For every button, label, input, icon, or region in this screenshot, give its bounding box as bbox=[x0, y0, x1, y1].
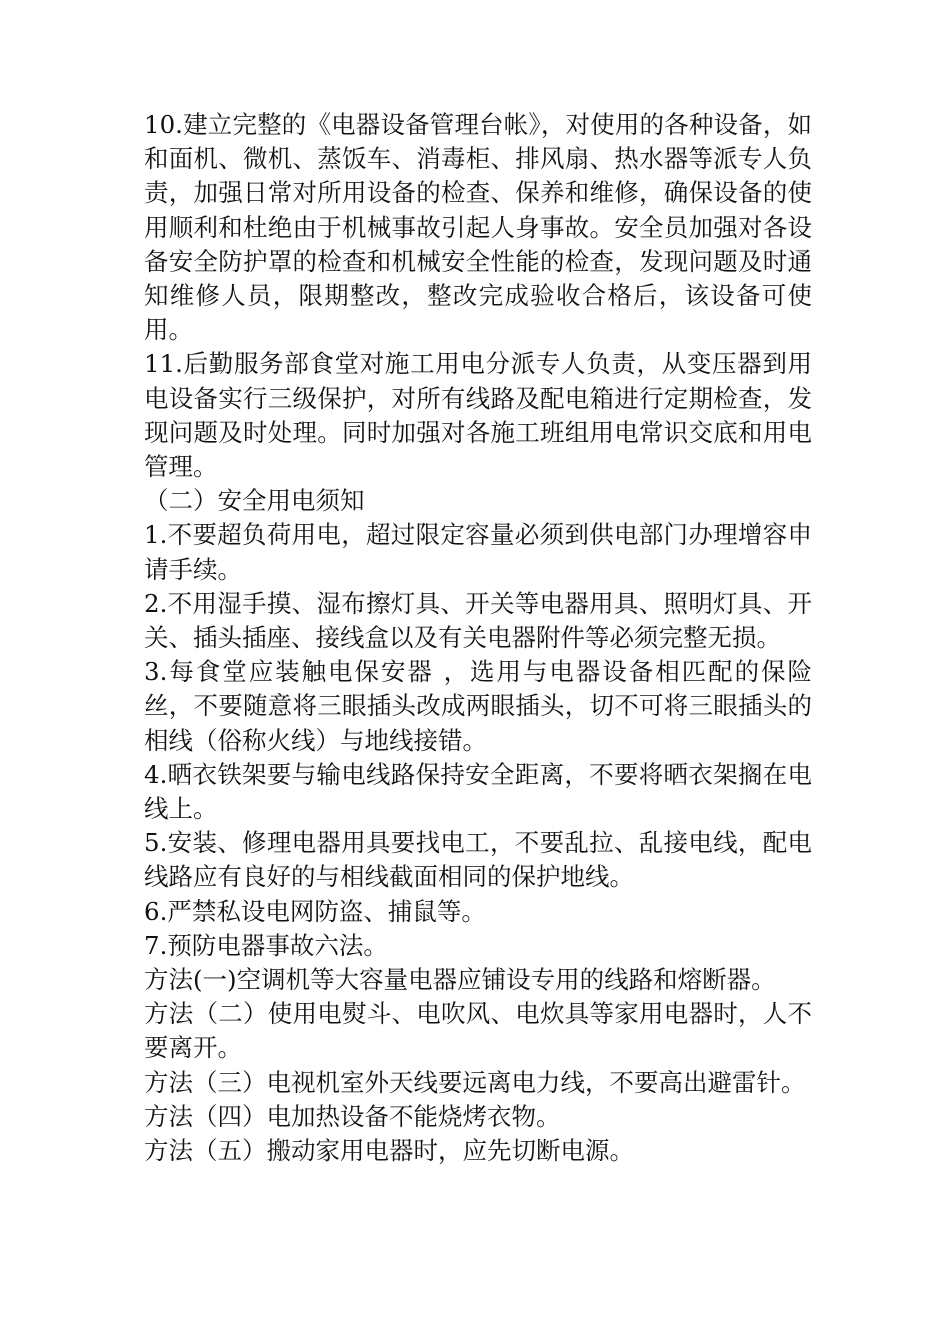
document-body bbox=[144, 108, 812, 1168]
method-4: 方法（四）电加热设备不能烧烤衣物。 bbox=[144, 1101, 561, 1131]
method-3: 方法（三）电视机室外天线要远离电力线，不要高出避雷针。 bbox=[144, 1067, 806, 1097]
paragraph-rule-1: 1.不要超负荷用电，超过限定容量必须到供电部门办理增容申请手续。 bbox=[144, 520, 812, 584]
paragraph-rule-6: 6.严禁私设电网防盗、捕鼠等。 bbox=[144, 896, 486, 926]
paragraph-rule-2: 2.不用湿手摸、湿布擦灯具、开关等电器用具、照明灯具、开关、插头插座、接线盒以及有关电器附件等必须完整无损。 bbox=[144, 588, 812, 653]
paragraph-rule-5: 5.安装、修理电器用具要找电工，不要乱拉、乱接电线，配电线路应有良好的与相线截面相同的保护地线。 bbox=[144, 828, 812, 892]
method-5: 方法（五）搬动家用电器时，应先切断电源。 bbox=[144, 1136, 634, 1166]
section-heading: （二）安全用电须知 bbox=[144, 486, 365, 516]
paragraph-rule-7: 7.预防电器事故六法。 bbox=[144, 930, 388, 960]
paragraph-rule-4: 4.晒衣铁架要与输电线路保持安全距离，不要将晒衣架搁在电线上。 bbox=[144, 759, 812, 824]
method-1: 方法(一)空调机等大容量电器应铺设专用的线路和熔断器。 bbox=[144, 965, 776, 995]
paragraph-item-11: 11.后勤服务部食堂对施工用电分派专人负责，从变压器到用电设备实行三级保护，对所有线路及配电箱进行定期检查，发现问题及时处理。同时加强对各施工班组用电常识交底和用电管理。 bbox=[144, 349, 812, 482]
method-2: 方法（二）使用电熨斗、电吹风、电炊具等家用电器时，人不要离开。 bbox=[144, 999, 812, 1063]
paragraph-rule-3: 3.每食堂应装触电保安器 ，选用与电器设备相匹配的保险丝，不要随意将三眼插头改成两眼插头，切不可将三眼插头的相线（俗称火线）与地线接错。 bbox=[144, 657, 812, 755]
paragraph-item-10: 10.建立完整的《电器设备管理台帐》，对使用的各种设备，如和面机、微机、蒸饭车、消毒柜、排风扇、热水器等派专人负责，加强日常对所用设备的检查、保养和维修，确保设备的使用顺利和杜绝由于机械事故引起人身事故。安全员加强对各设备安全防护罩的检查和机械安全性能的检查，发现问题及时通知维修人员，限期整改，整改完成验收合格后，该设备可使用。 bbox=[144, 110, 812, 345]
